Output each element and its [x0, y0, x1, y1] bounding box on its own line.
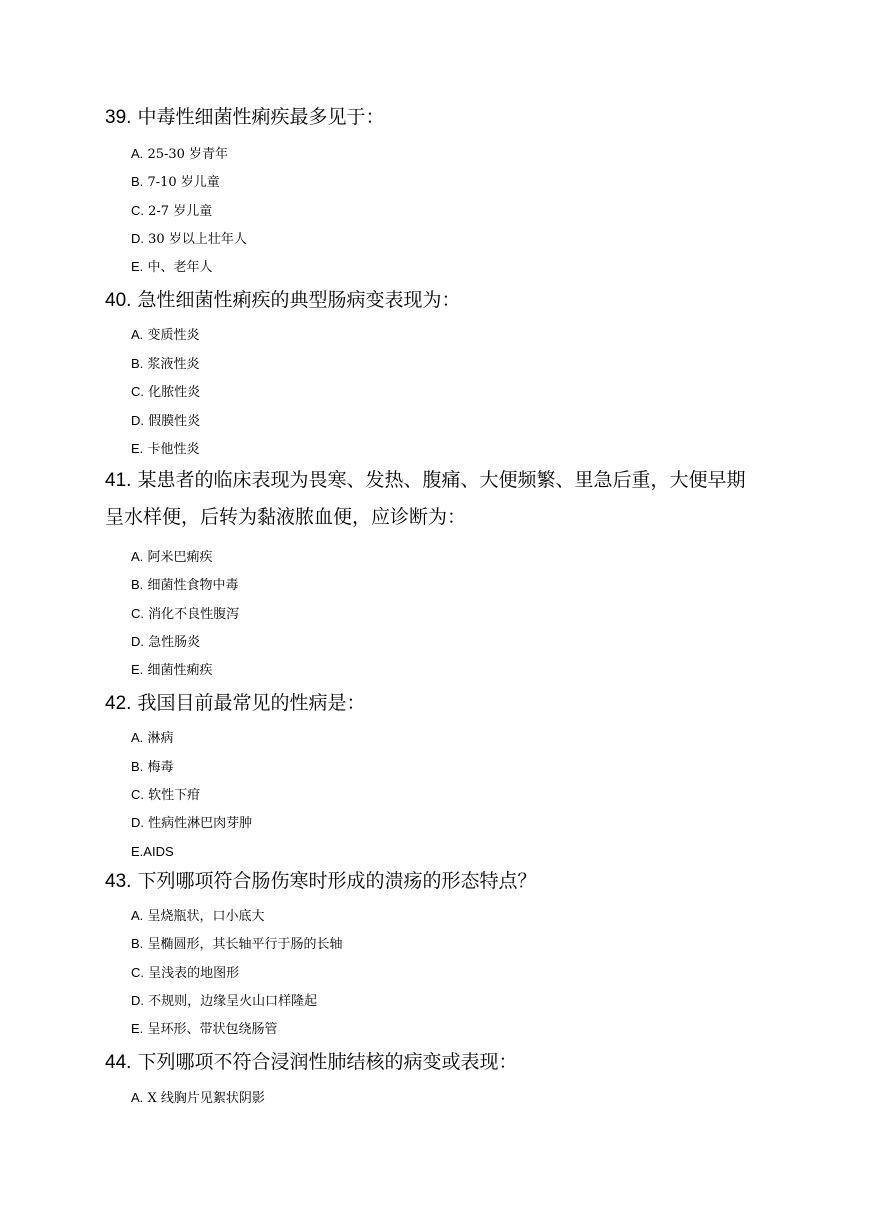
option-letter: A. [131, 549, 144, 564]
option-letter: B. [131, 759, 144, 774]
question-number: 42. [105, 693, 132, 714]
option-40-e [131, 441, 199, 458]
option-letter: D. [131, 634, 144, 649]
option-41-b [131, 577, 238, 594]
option-letter: E. [131, 441, 144, 456]
option-text: 中、老年人 [147, 260, 213, 275]
option-text: 消化不良性腹泻 [148, 607, 240, 622]
option-letter: B. [131, 174, 144, 189]
option-letter: D. [131, 413, 144, 428]
option-text: 梅毒 [147, 760, 174, 775]
option-text: 细菌性食物中毒 [147, 578, 239, 593]
option-letter: E. [131, 1021, 144, 1036]
question-42 [105, 692, 765, 715]
option-39-e [131, 259, 212, 276]
option-43-d [131, 993, 317, 1010]
question-text: 下列哪项符合肠伤寒时形成的溃疡的形态特点？ [137, 870, 537, 892]
option-letter: E. [131, 662, 144, 677]
option-42-e [131, 844, 174, 861]
option-41-e [131, 662, 212, 679]
option-text: 细菌性痢疾 [147, 663, 213, 678]
option-43-e [131, 1021, 277, 1038]
option-letter: A. [131, 1090, 144, 1105]
option-text: 变质性炎 [147, 328, 200, 343]
question-number: 44. [105, 1052, 132, 1073]
option-letter: C. [131, 606, 144, 621]
option-letter: C. [131, 203, 144, 218]
option-letter: C. [131, 965, 144, 980]
question-41 [105, 462, 757, 536]
option-text: 不规则，边缘呈火山口样隆起 [148, 994, 318, 1009]
option-text: 呈烧瓶状，口小底大 [147, 909, 265, 924]
option-41-a [131, 549, 212, 566]
option-43-b [131, 936, 342, 953]
option-40-a [131, 327, 199, 344]
option-42-d [131, 815, 252, 832]
option-text: AIDS [143, 844, 174, 859]
question-text: 下列哪项不符合浸润性肺结核的病变或表现： [137, 1051, 518, 1073]
option-text: 化脓性炎 [148, 385, 201, 400]
option-43-a [131, 908, 264, 925]
option-letter: B. [131, 356, 144, 371]
option-41-c [131, 606, 239, 623]
option-text: 2-7 岁儿童 [148, 204, 213, 219]
option-39-c [131, 203, 212, 220]
option-text: 25-30 岁青年 [147, 147, 229, 162]
option-text: 呈浅表的地图形 [148, 966, 240, 981]
option-letter: D. [131, 231, 144, 246]
option-42-b [131, 759, 173, 776]
question-40 [105, 289, 765, 312]
question-text: 中毒性细菌性痢疾最多见于： [137, 106, 385, 128]
option-letter: A. [131, 908, 144, 923]
option-39-b [131, 174, 220, 191]
option-letter: A. [131, 146, 144, 161]
option-text: 卡他性炎 [147, 442, 200, 457]
option-44-a [131, 1090, 265, 1107]
question-text: 某患者的临床表现为畏寒、发热、腹痛、大便频繁、里急后重，大便早期呈水样便，后转为黏液脓血便，应诊断为： [105, 469, 746, 528]
option-letter: C. [131, 787, 144, 802]
option-letter: C. [131, 384, 144, 399]
option-letter: B. [131, 936, 144, 951]
option-letter: D. [131, 815, 144, 830]
option-43-c [131, 965, 239, 982]
option-letter: D. [131, 993, 144, 1008]
option-letter: E. [131, 844, 144, 859]
question-43 [105, 870, 765, 893]
option-text: 假膜性炎 [148, 414, 201, 429]
option-text: 7-10 岁儿童 [147, 175, 220, 190]
question-number: 43. [105, 871, 132, 892]
option-text: 淋病 [147, 731, 174, 746]
option-text: 性病性淋巴肉芽肿 [148, 816, 253, 831]
option-41-d [131, 634, 200, 651]
option-text: 急性肠炎 [148, 635, 201, 650]
question-number: 41. [105, 470, 132, 491]
question-number: 40. [105, 290, 132, 311]
option-39-a [131, 146, 228, 163]
question-44 [105, 1051, 765, 1074]
option-42-a [131, 730, 173, 747]
option-text: 阿米巴痢疾 [147, 550, 213, 565]
option-text: 呈环形、带状包绕肠管 [147, 1022, 278, 1037]
option-40-b [131, 356, 199, 373]
option-letter: A. [131, 730, 144, 745]
option-39-d [131, 231, 247, 248]
option-text: 软性下疳 [148, 788, 201, 803]
option-40-d [131, 413, 200, 430]
option-text: X 线胸片见絮状阴影 [147, 1091, 265, 1106]
option-text: 浆液性炎 [147, 357, 200, 372]
option-40-c [131, 384, 200, 401]
question-number: 39. [105, 107, 132, 128]
option-letter: E. [131, 259, 144, 274]
option-letter: B. [131, 577, 144, 592]
option-text: 30 岁以上壮年人 [148, 232, 247, 247]
question-text: 我国目前最常见的性病是： [137, 692, 366, 714]
option-42-c [131, 787, 200, 804]
option-text: 呈椭圆形，其长轴平行于肠的长轴 [147, 937, 343, 952]
question-39 [105, 106, 765, 129]
question-text: 急性细菌性痢疾的典型肠病变表现为： [137, 289, 461, 311]
option-letter: A. [131, 327, 144, 342]
